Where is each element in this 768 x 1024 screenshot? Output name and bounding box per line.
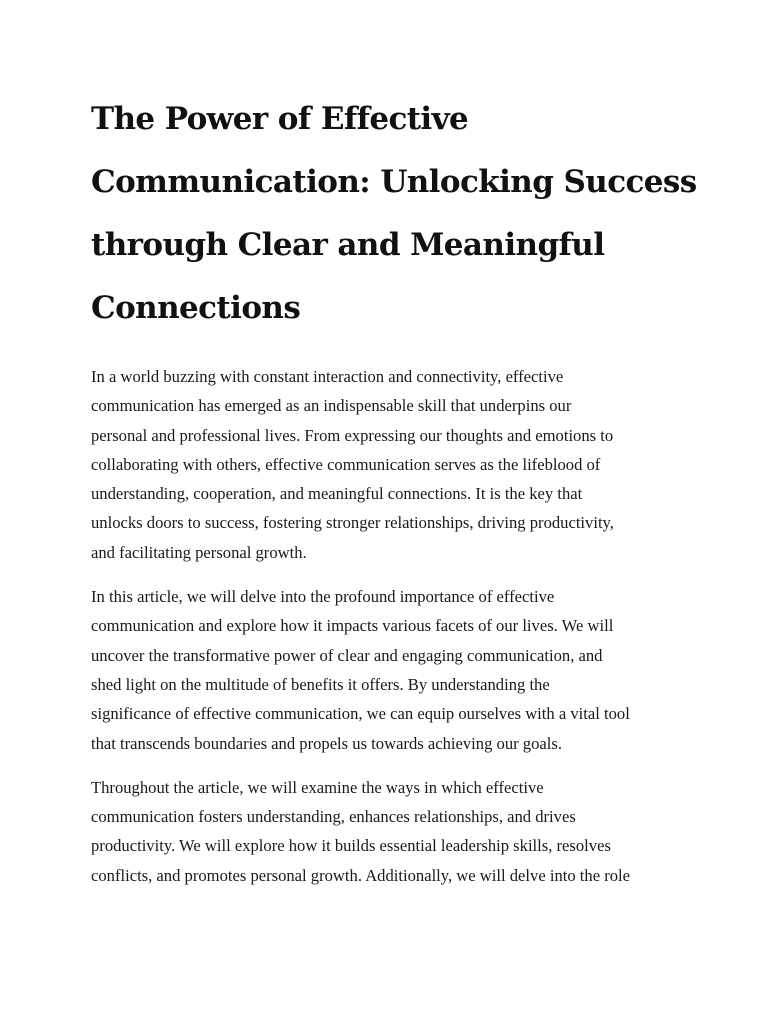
paragraph-line: shed light on the multitude of benefits it offers. By understanding the [91,674,550,694]
paragraph-line: Throughout the article, we will examine the ways in which effective [91,777,544,797]
paragraph-line: personal and professional lives. From expressing our thoughts and emotions to [91,425,614,445]
paragraph-line: and facilitating personal growth. [91,542,307,562]
paragraph-line: communication and explore how it impacts various facets of our lives. We will [91,616,614,636]
paragraph-line: significance of effective communication, we can equip ourselves with a vital tool [91,704,630,724]
paragraph-line: In this article, we will delve into the profound importance of effective [91,587,555,607]
body-paragraph-2 [91,582,691,758]
article-title-line: The Power of Effective [91,101,469,137]
paragraph-line: conflicts, and promotes personal growth. Additionally, we will delve into the role [91,865,631,885]
document-page [91,88,697,905]
paragraph-line: communication has emerged as an indispensable skill that underpins our [91,396,572,416]
paragraph-line: that transcends boundaries and propels us towards achieving our goals. [91,733,562,753]
article-title-line: Connections [91,290,301,326]
article-title-line: Communication: Unlocking Success [91,164,697,200]
paragraph-line: collaborating with others, effective communication serves as the lifeblood of [91,454,601,474]
body-paragraph-1 [91,362,691,567]
article-title [91,88,697,340]
paragraph-line: productivity. We will explore how it builds essential leadership skills, resolves [91,836,611,856]
paragraph-line: unlocks doors to success, fostering stronger relationships, driving productivity, [91,513,614,533]
article-title-line: through Clear and Meaningful [91,227,605,263]
article-body [91,362,691,890]
paragraph-line: understanding, cooperation, and meaningful connections. It is the key that [91,484,583,504]
paragraph-line: uncover the transformative power of clear and engaging communication, and [91,645,603,665]
paragraph-line: In a world buzzing with constant interaction and connectivity, effective [91,367,564,386]
body-paragraph-3 [91,773,691,890]
paragraph-line: communication fosters understanding, enhances relationships, and drives [91,807,576,827]
